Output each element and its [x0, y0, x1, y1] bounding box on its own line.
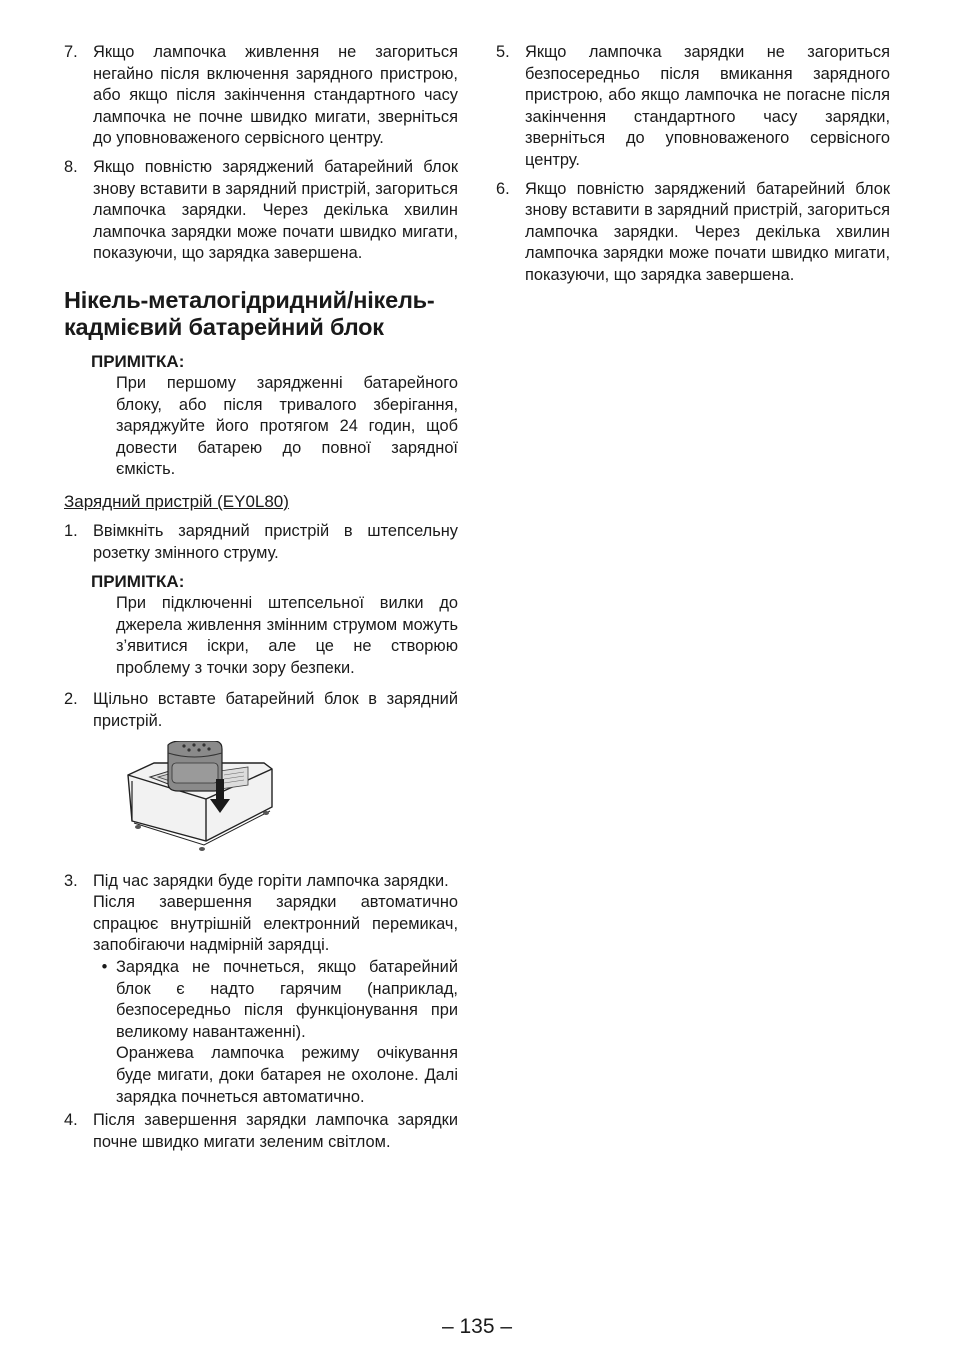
step-text: Щільно вставте батарейний блок в зарядний пристрій. — [93, 690, 458, 731]
bullet-text: Зарядка не почнеться, якщо батарейний блок є надто гарячим (наприклад, безпосередньо після функціонування при великому навантаженні). — [116, 958, 458, 1041]
item-text: Якщо лампочка зарядки не загориться безпосередньо після вмикання зарядного пристрою, або якщо лампочка не погасне після закінчення стандартного часу зарядки, зверніться до уповноваженого сервісного центру. — [525, 43, 890, 169]
charger-illustration — [124, 741, 276, 861]
step-3 — [64, 871, 458, 1109]
list-item-7 — [64, 42, 458, 150]
item-text: Якщо лампочка живлення не загориться негайно після включення зарядного пристрою, або якщо після закінчення стандартного часу лампочка не почне швидко мигати, зверніться до уповноваженого сервісного центру. — [93, 43, 458, 148]
item-number: 7. — [64, 43, 78, 61]
step-number: 4. — [64, 1111, 78, 1130]
step-1 — [64, 521, 458, 564]
section-heading: Нікель-металогідридний/нікель-кадмієвий батарейний блок — [64, 286, 435, 340]
bullet-body — [116, 957, 458, 1108]
battery-charger-icon — [124, 741, 276, 861]
step-number: 1. — [64, 521, 78, 540]
right-column — [496, 42, 890, 294]
note-label: ПРИМІТКА: — [91, 572, 185, 592]
bullet-text: Оранжева лампочка режиму очікування буде мигати, доки батарея не охолоне. Далі зарядка почнеться автоматично. — [116, 1044, 458, 1106]
page-number: – 135 – — [441, 1315, 513, 1338]
list-item-8 — [64, 157, 458, 265]
step-number: 2. — [64, 690, 78, 709]
item-number: 5. — [496, 43, 510, 61]
bullet-item — [93, 957, 458, 1108]
step-body — [93, 871, 458, 1109]
item-number: 6. — [496, 179, 510, 198]
step-text: Ввімкніть зарядний пристрій в штепсельну розетку змінного струму. — [93, 521, 458, 562]
note-text: При першому зарядженні батарейного блоку, або після тривалого зберігання, заряджуйте його протягом 24 годин, щоб довести батарею до повної зарядної ємкість. — [116, 373, 458, 479]
step-text: Після завершення зарядки лампочка зарядки почне швидко мигати зеленим світлом. — [93, 1111, 458, 1151]
step-2 — [64, 689, 458, 732]
item-number: 8. — [64, 157, 78, 176]
step-text: Під час зарядки буде горіти лампочка зарядки. — [93, 871, 449, 890]
note-text: При підключенні штепсельної вилки до джерела живлення змінним струмом можуть з’явитися іскри, але це не створюю проблему з точки зору безпеки. — [116, 594, 458, 677]
step-text: Після завершення зарядки автоматично спрацює внутрішній електронний перемикач, запобігаючи надмірній зарядці. — [93, 893, 458, 955]
item-text: Якщо повністю заряджений батарейний блок знову вставити в зарядний пристрій, загориться лампочка зарядки. Через декілька хвилин лампочка зарядки може почати швидко мигати, показуючи, що зарядка завершена. — [93, 157, 458, 263]
bullet-dot: • — [101, 958, 108, 977]
charger-model-subtitle: Зарядний пристрій (EY0L80) — [64, 491, 289, 511]
left-column — [64, 42, 458, 1160]
item-text: Якщо повністю заряджений батарейний блок знову вставити в зарядний пристрій, загориться лампочка зарядки. Через декілька хвилин лампочка зарядки може почати швидко мигати, показуючи, що зарядка завершена. — [525, 179, 890, 284]
step-4 — [64, 1110, 458, 1153]
note-label: ПРИМІТКА: — [91, 351, 185, 371]
list-item-6 — [496, 179, 890, 287]
step-number: 3. — [64, 871, 78, 890]
list-item-5 — [496, 42, 890, 172]
